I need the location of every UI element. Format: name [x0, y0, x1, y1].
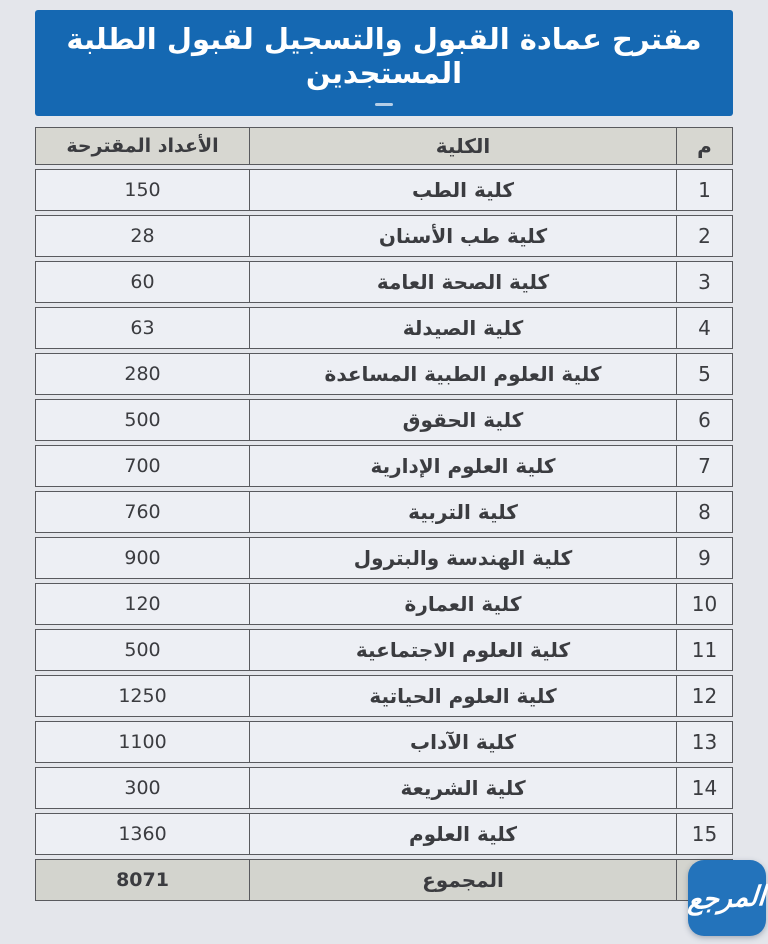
table-row: [35, 307, 733, 349]
row-index-cell: 5: [676, 353, 733, 395]
watermark-text: المرجع: [687, 880, 767, 916]
count-cell: 28: [35, 215, 249, 257]
table-row: [35, 537, 733, 579]
table-row: [35, 491, 733, 533]
college-cell: كلية الصيدلة: [249, 307, 676, 349]
row-index-cell: 8: [676, 491, 733, 533]
college-cell: كلية التربية: [249, 491, 676, 533]
college-cell: كلية العلوم الإدارية: [249, 445, 676, 487]
total-row: [35, 859, 733, 901]
count-cell: 300: [35, 767, 249, 809]
college-cell: كلية الطب: [249, 169, 676, 211]
total-value-cell: 8071: [35, 859, 249, 901]
row-index-cell: 6: [676, 399, 733, 441]
count-cell: 120: [35, 583, 249, 625]
count-cell: 1100: [35, 721, 249, 763]
table-row: [35, 169, 733, 211]
college-cell: كلية الصحة العامة: [249, 261, 676, 303]
college-cell: كلية العلوم الاجتماعية: [249, 629, 676, 671]
table-row: [35, 629, 733, 671]
college-cell: كلية العمارة: [249, 583, 676, 625]
row-index-cell: 2: [676, 215, 733, 257]
table-row: [35, 399, 733, 441]
admissions-table: [35, 127, 733, 901]
total-label-cell: المجموع: [249, 859, 676, 901]
row-index-cell: 9: [676, 537, 733, 579]
table-row: [35, 445, 733, 487]
college-cell: كلية الآداب: [249, 721, 676, 763]
row-index-cell: 15: [676, 813, 733, 855]
count-cell: 150: [35, 169, 249, 211]
count-cell: 900: [35, 537, 249, 579]
header-cell-index: م: [676, 127, 733, 165]
count-cell: 1360: [35, 813, 249, 855]
table-row: [35, 215, 733, 257]
college-cell: كلية العلوم الحياتية: [249, 675, 676, 717]
count-cell: 700: [35, 445, 249, 487]
count-cell: 760: [35, 491, 249, 533]
college-cell: كلية الحقوق: [249, 399, 676, 441]
table-row: [35, 675, 733, 717]
count-cell: 280: [35, 353, 249, 395]
row-index-cell: 12: [676, 675, 733, 717]
table-row: [35, 767, 733, 809]
college-cell: كلية العلوم: [249, 813, 676, 855]
row-index-cell: 13: [676, 721, 733, 763]
table-row: [35, 261, 733, 303]
college-cell: كلية الهندسة والبترول: [249, 537, 676, 579]
title-banner: [35, 10, 733, 116]
row-index-cell: 7: [676, 445, 733, 487]
table-row: [35, 721, 733, 763]
row-index-cell: 11: [676, 629, 733, 671]
page-title: مقترح عمادة القبول والتسجيل لقبول الطلبة المستجدين: [66, 22, 702, 90]
count-cell: 63: [35, 307, 249, 349]
college-cell: كلية العلوم الطبية المساعدة: [249, 353, 676, 395]
table-row: [35, 353, 733, 395]
row-index-cell: 1: [676, 169, 733, 211]
count-cell: 60: [35, 261, 249, 303]
row-index-cell: 4: [676, 307, 733, 349]
college-cell: كلية طب الأسنان: [249, 215, 676, 257]
banner-dash-decoration: [375, 103, 393, 106]
count-cell: 500: [35, 629, 249, 671]
almarjaa-watermark-logo: [688, 860, 766, 936]
college-cell: كلية الشريعة: [249, 767, 676, 809]
row-index-cell: 10: [676, 583, 733, 625]
table-row: [35, 583, 733, 625]
table-header-row: [35, 127, 733, 165]
header-cell-count: الأعداد المقترحة: [35, 127, 249, 165]
row-index-cell: 3: [676, 261, 733, 303]
table-row: [35, 813, 733, 855]
count-cell: 1250: [35, 675, 249, 717]
count-cell: 500: [35, 399, 249, 441]
row-index-cell: 14: [676, 767, 733, 809]
header-cell-college: الكلية: [249, 127, 676, 165]
